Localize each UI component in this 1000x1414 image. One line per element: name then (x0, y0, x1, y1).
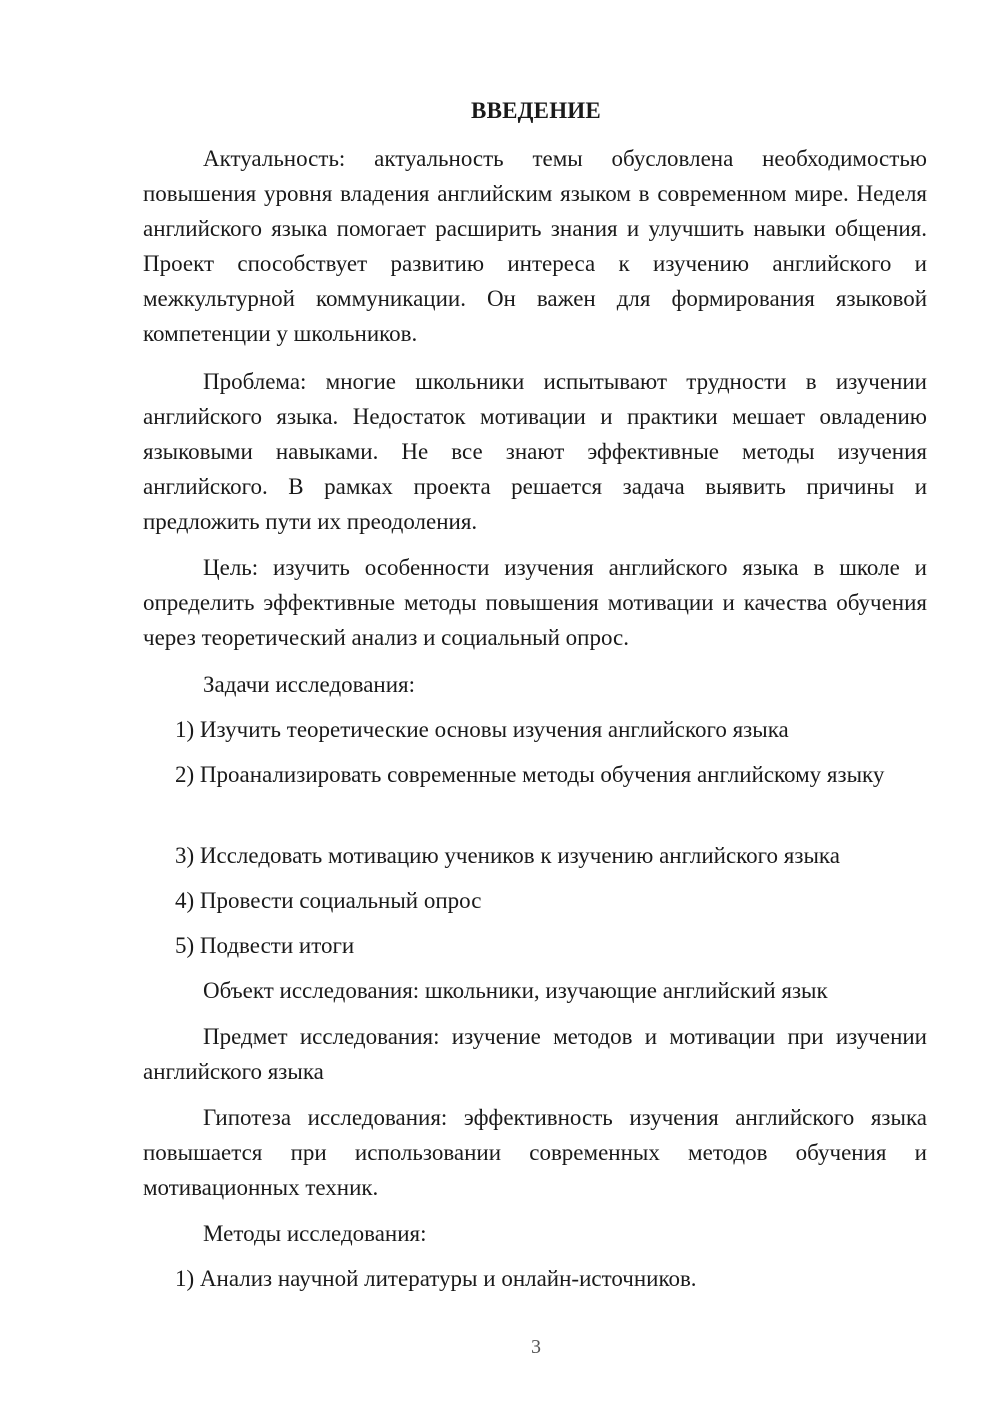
list-item-method-1: 1) Анализ научной литературы и онлайн-источников. (175, 1266, 697, 1291)
list-item-task-4: 4) Провести социальный опрос (175, 888, 482, 913)
paragraph-problem: Проблема: многие школьники испытывают трудности в изучении английского языка. Недостаток мотивации и практики мешает овладению языковыми навыками. Не все знают эффективные методы изучения английского. В рамках проекта решается задача выявить причины и предложить пути их преодоления. (143, 369, 927, 534)
list-item-task-5: 5) Подвести итоги (175, 933, 355, 958)
paragraph-goal: Цель: изучить особенности изучения английского языка в школе и определить эффективные методы повышения мотивации и качества обучения через теоретический анализ и социальный опрос. (143, 555, 927, 650)
paragraph-subject: Предмет исследования: изучение методов и мотивации при изучении английского языка (143, 1024, 927, 1084)
tasks-heading: Задачи исследования: (203, 672, 416, 697)
page-number: 3 (531, 1336, 541, 1358)
list-item-task-3: 3) Исследовать мотивацию учеников к изучению английского языка (175, 843, 840, 868)
paragraph-relevance: Актуальность: актуальность темы обусловлена необходимостью повышения уровня владения английским языком в современном мире. Неделя английского языка помогает расширить знания и улучшить навыки общения. Проект способствует развитию интереса к изучению английского и межкультурной коммуникации. Он важен для формирования языковой компетенции у школьников. (143, 146, 927, 346)
list-item-task-2: 2) Проанализировать современные методы обучения английскому языку (175, 762, 885, 787)
paragraph-hypothesis: Гипотеза исследования: эффективность изучения английского языка повышается при использовании современных методов обучения и мотивационных техник. (143, 1105, 927, 1200)
paragraph-object: Объект исследования: школьники, изучающие английский язык (203, 978, 828, 1003)
list-item-task-1: 1) Изучить теоретические основы изучения английского языка (175, 717, 789, 742)
page-title: ВВЕДЕНИЕ (471, 98, 601, 123)
methods-heading: Методы исследования: (203, 1221, 427, 1246)
